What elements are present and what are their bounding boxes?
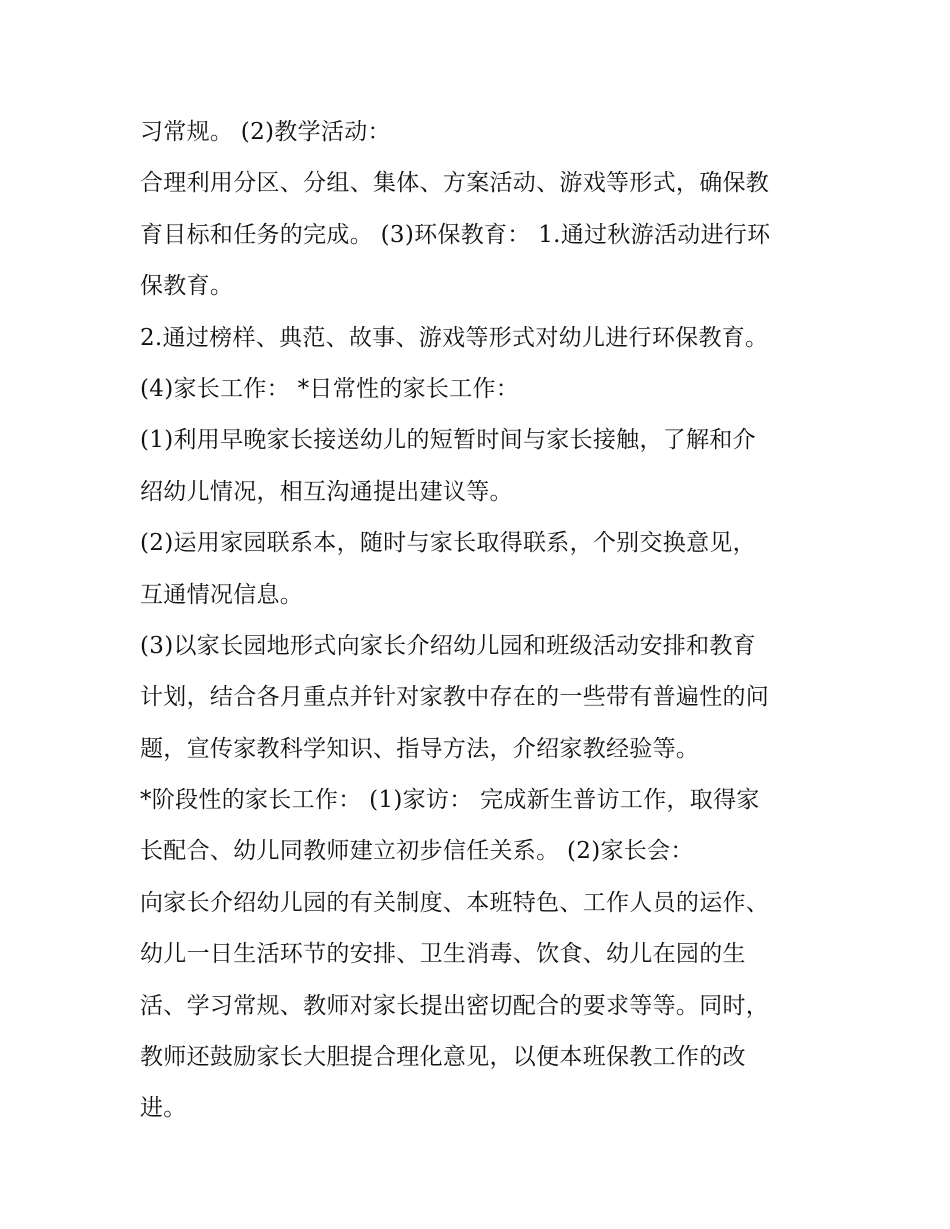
text-line: *阶段性的家长工作： (1)家访： 完成新生普访工作，取得家 <box>140 787 760 814</box>
text-line: 幼儿一日生活环节的安排、卫生消毒、饮食、幼儿在园的生 <box>140 941 746 968</box>
text-line: 向家长介绍幼儿园的有关制度、本班特色、工作人员的运作、 <box>140 889 770 916</box>
text-line: 绍幼儿情况，相互沟通提出建议等。 <box>140 478 513 505</box>
text-line: 合理利用分区、分组、集体、方案活动、游戏等形式，确保教 <box>140 170 770 197</box>
text-line: 互通情况信息。 <box>140 581 304 608</box>
text-line: 习常规。 (2)教学活动： <box>140 119 391 145</box>
text-line: (2)运用家园联系本，随时与家长取得联系，个别交换意见， <box>140 530 756 557</box>
text-line: 教师还鼓励家长大胆提合理化意见，以便本班保教工作的改 <box>140 1044 746 1071</box>
document-body <box>140 109 815 1137</box>
text-line: 长配合、幼儿同教师建立初步信任关系。 (2)家长会： <box>140 838 694 865</box>
text-line: (1)利用早晚家长接送幼儿的短暂时间与家长接触，了解和介 <box>140 427 756 454</box>
text-line: 保教育。 <box>140 273 234 300</box>
text-line: 计划，结合各月重点并针对家教中存在的一些带有普遍性的问 <box>140 684 770 711</box>
text-line: 题，宣传家教科学知识、指导方法，介绍家教经验等。 <box>140 735 700 762</box>
text-line: 育目标和任务的完成。 (3)环保教育： 1.通过秋游活动进行环 <box>140 221 771 248</box>
text-line: 活、学习常规、教师对家长提出密切配合的要求等等。同时， <box>140 992 770 1019</box>
text-line: 2.通过榜样、典范、故事、游戏等形式对幼儿进行环保教育。 <box>140 324 769 351</box>
text-line: 进。 <box>140 1095 187 1122</box>
text-line: (3)以家长园地形式向家长介绍幼儿园和班级活动安排和教育 <box>140 632 756 659</box>
text-line: (4)家长工作： *日常性的家长工作： <box>140 375 520 402</box>
